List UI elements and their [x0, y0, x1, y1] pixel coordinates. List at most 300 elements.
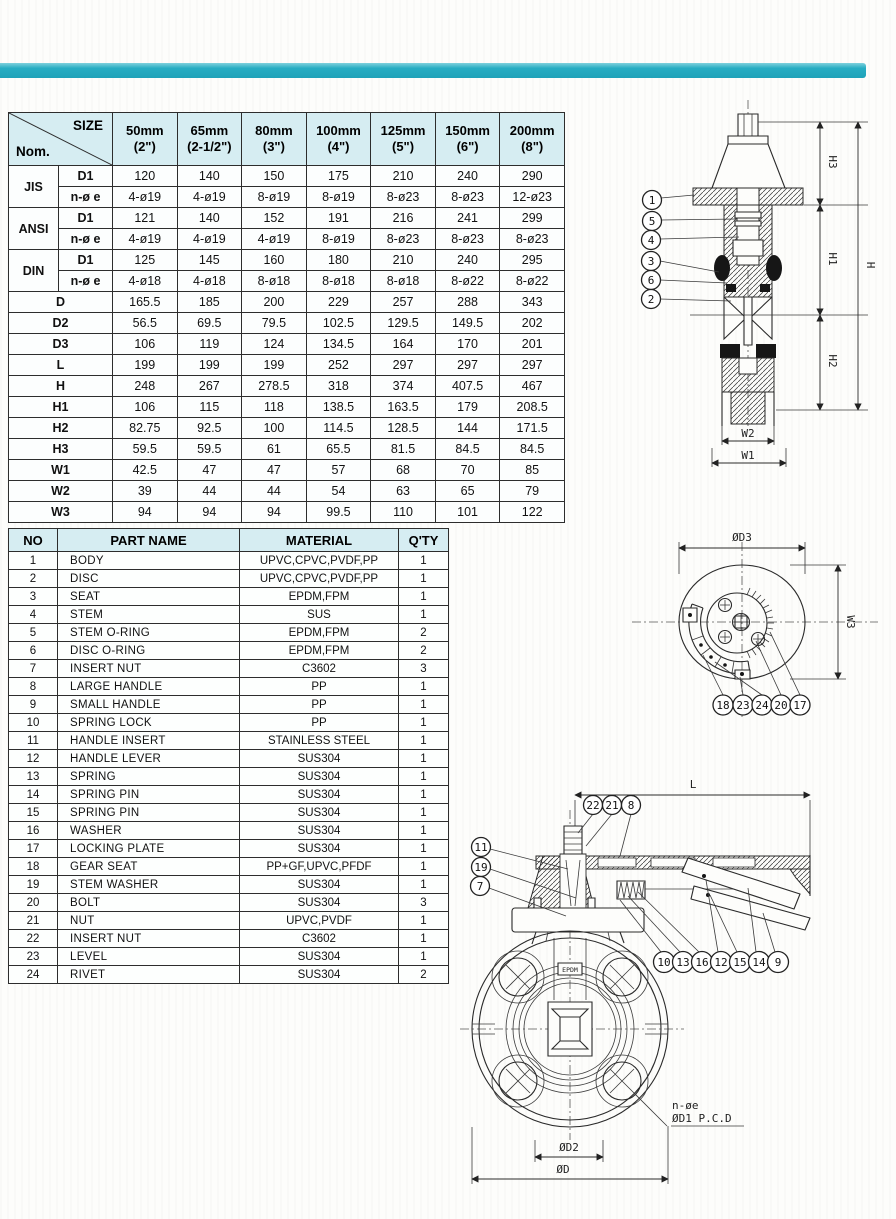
part-qty: 1 [399, 786, 449, 804]
callout-3 [642, 252, 661, 271]
part-material: PP [240, 696, 399, 714]
bolt-hole [492, 1055, 544, 1107]
table-row [9, 714, 449, 732]
part-qty: 1 [399, 840, 449, 858]
dimension-value: 63 [371, 481, 436, 502]
svg-text:5: 5 [648, 214, 656, 228]
table-row [9, 355, 565, 376]
part-name: DISC [58, 570, 240, 588]
dimension-value: 4-ø19 [242, 229, 307, 250]
dim-label-d2: ØD2 [559, 1141, 579, 1154]
part-name: SPRING PIN [58, 786, 240, 804]
row-label: D2 [9, 313, 113, 334]
dimension-value: 70 [435, 460, 500, 481]
standard-group-label: JIS [9, 166, 59, 208]
dimension-value: 149.5 [435, 313, 500, 334]
part-qty: 1 [399, 768, 449, 786]
table-row [9, 948, 449, 966]
part-name: SMALL HANDLE [58, 696, 240, 714]
callout-20 [771, 695, 791, 715]
table-row [9, 250, 565, 271]
svg-text:3: 3 [647, 254, 655, 268]
row-label: H [9, 376, 113, 397]
callout-14 [749, 952, 770, 973]
dimension-value: 248 [113, 376, 178, 397]
row-label: n-ø e [59, 229, 113, 250]
top-view-drawing [620, 512, 896, 745]
dimension-value: 201 [500, 334, 565, 355]
part-no: 17 [9, 840, 58, 858]
parts-column-header: NO [9, 529, 58, 552]
table-row [9, 397, 565, 418]
table-row [9, 418, 565, 439]
dimension-value: 69.5 [177, 313, 242, 334]
svg-text:19: 19 [474, 860, 488, 874]
dimension-value: 407.5 [435, 376, 500, 397]
dimension-value: 297 [371, 355, 436, 376]
dimension-value: 145 [177, 250, 242, 271]
part-name: RIVET [58, 966, 240, 984]
part-name: LARGE HANDLE [58, 678, 240, 696]
callout-23 [733, 695, 753, 715]
table-row [9, 678, 449, 696]
part-no: 14 [9, 786, 58, 804]
dimension-lines [679, 531, 857, 679]
dimension-value: 295 [500, 250, 565, 271]
dimension-value: 106 [113, 397, 178, 418]
part-material: SUS304 [240, 840, 399, 858]
dimension-value: 47 [242, 460, 307, 481]
part-name: HANDLE INSERT [58, 732, 240, 750]
part-no: 12 [9, 750, 58, 768]
part-qty: 1 [399, 732, 449, 750]
dimension-value: 99.5 [306, 502, 371, 523]
part-material: UPVC,CPVC,PVDF,PP [240, 552, 399, 570]
dimension-value: 47 [177, 460, 242, 481]
svg-text:14: 14 [752, 955, 766, 969]
dimension-value: 12-ø23 [500, 187, 565, 208]
dimension-value: 65.5 [306, 439, 371, 460]
dimension-value: 68 [371, 460, 436, 481]
part-qty: 1 [399, 930, 449, 948]
disc-section [724, 297, 772, 345]
dimension-value: 124 [242, 334, 307, 355]
dimension-value: 44 [177, 481, 242, 502]
part-no: 8 [9, 678, 58, 696]
side-view-drawing [598, 92, 896, 496]
part-material: SUS304 [240, 768, 399, 786]
part-no: 24 [9, 966, 58, 984]
dimension-value: 94 [113, 502, 178, 523]
dimension-value: 4-ø19 [113, 229, 178, 250]
svg-text:15: 15 [733, 955, 747, 969]
table-row [9, 460, 565, 481]
part-no: 10 [9, 714, 58, 732]
corner-nom-label: Nom. [16, 143, 50, 159]
part-qty: 1 [399, 750, 449, 768]
callout-12 [711, 952, 732, 973]
part-material: SUS304 [240, 750, 399, 768]
table-row [9, 334, 565, 355]
table-row [9, 786, 449, 804]
part-qty: 1 [399, 552, 449, 570]
dimension-value: 8-ø23 [371, 229, 436, 250]
row-label: D [9, 292, 113, 313]
dim-label-w3: W3 [844, 615, 857, 629]
svg-text:12: 12 [714, 955, 728, 969]
dimension-value: 42.5 [113, 460, 178, 481]
parts-column-header: PART NAME [58, 529, 240, 552]
part-name: INSERT NUT [58, 660, 240, 678]
table-row [9, 606, 449, 624]
dimension-table-header-row [9, 113, 565, 166]
table-row [9, 642, 449, 660]
row-label: W3 [9, 502, 113, 523]
size-column-header: 100mm (4") [306, 113, 371, 166]
dimension-value: 114.5 [306, 418, 371, 439]
part-name: GEAR SEAT [58, 858, 240, 876]
dimension-value: 129.5 [371, 313, 436, 334]
dimension-value: 128.5 [371, 418, 436, 439]
bolt-circle-note [634, 1093, 744, 1184]
dimension-value: 65 [435, 481, 500, 502]
svg-text:22: 22 [586, 798, 600, 812]
svg-text:2: 2 [647, 292, 655, 306]
dimension-value: 8-ø18 [371, 271, 436, 292]
row-label: D3 [9, 334, 113, 355]
dimension-value: 121 [113, 208, 178, 229]
svg-text:10: 10 [657, 955, 671, 969]
parts-table-header-row [9, 529, 449, 552]
part-material: STAINLESS STEEL [240, 732, 399, 750]
stem-top-assembly [712, 114, 785, 188]
dimension-value: 39 [113, 481, 178, 502]
standard-group-label: DIN [9, 250, 59, 292]
part-no: 23 [9, 948, 58, 966]
dimension-value: 180 [306, 250, 371, 271]
part-no: 15 [9, 804, 58, 822]
dimension-value: 199 [113, 355, 178, 376]
dimension-value: 102.5 [306, 313, 371, 334]
table-row [9, 894, 449, 912]
part-qty: 2 [399, 966, 449, 984]
part-name: BOLT [58, 894, 240, 912]
dimension-value: 8-ø19 [306, 229, 371, 250]
dimension-value: 210 [371, 166, 436, 187]
part-material: C3602 [240, 930, 399, 948]
table-row [9, 376, 565, 397]
dimension-value: 4-ø19 [177, 229, 242, 250]
part-name: BODY [58, 552, 240, 570]
row-label: L [9, 355, 113, 376]
part-no: 22 [9, 930, 58, 948]
dim-label-h1: H1 [826, 252, 839, 266]
table-row [9, 208, 565, 229]
dimension-value: 125 [113, 250, 178, 271]
size-column-header: 200mm (8") [500, 113, 565, 166]
dimension-value: 84.5 [500, 439, 565, 460]
callout-5 [643, 212, 662, 231]
part-no: 4 [9, 606, 58, 624]
table-row [9, 966, 449, 984]
part-no: 1 [9, 552, 58, 570]
dimension-value: 229 [306, 292, 371, 313]
dimension-value: 467 [500, 376, 565, 397]
dim-label-d: ØD [556, 1163, 570, 1176]
part-material: EPDM,FPM [240, 624, 399, 642]
table-row [9, 696, 449, 714]
row-label: n-ø e [59, 187, 113, 208]
table-row [9, 840, 449, 858]
dimension-value: 267 [177, 376, 242, 397]
part-no: 2 [9, 570, 58, 588]
parts-table [8, 528, 449, 984]
dimension-value: 297 [435, 355, 500, 376]
standard-group-label: ANSI [9, 208, 59, 250]
part-qty: 1 [399, 804, 449, 822]
dim-label-pcd: ØD1 P.C.D [672, 1112, 732, 1125]
part-name: STEM WASHER [58, 876, 240, 894]
callout-1 [643, 191, 662, 210]
callout-17 [790, 695, 810, 715]
dimension-value: 4-ø19 [177, 187, 242, 208]
part-no: 19 [9, 876, 58, 894]
gear-teeth [747, 588, 774, 658]
part-qty: 1 [399, 570, 449, 588]
dimension-value: 170 [435, 334, 500, 355]
dimension-table-body [9, 166, 565, 523]
dimension-l [575, 778, 810, 860]
svg-text:9: 9 [774, 955, 782, 969]
dimension-value: 165.5 [113, 292, 178, 313]
part-no: 16 [9, 822, 58, 840]
dimension-value: 8-ø19 [242, 187, 307, 208]
dimension-value: 8-ø23 [371, 187, 436, 208]
dimension-value: 179 [435, 397, 500, 418]
dimension-value: 85 [500, 460, 565, 481]
part-material: PP+GF,UPVC,PFDF [240, 858, 399, 876]
dim-label-d3: ØD3 [732, 531, 752, 544]
corner-size-label: SIZE [72, 118, 103, 133]
dimension-value: 94 [177, 502, 242, 523]
row-label: W1 [9, 460, 113, 481]
svg-text:16: 16 [695, 955, 709, 969]
row-label: W2 [9, 481, 113, 502]
part-name: SPRING PIN [58, 804, 240, 822]
part-name: SEAT [58, 588, 240, 606]
part-no: 13 [9, 768, 58, 786]
part-name: STEM [58, 606, 240, 624]
part-material: SUS304 [240, 876, 399, 894]
part-no: 9 [9, 696, 58, 714]
part-qty: 1 [399, 912, 449, 930]
dim-label-w1: W1 [741, 449, 755, 462]
part-qty: 1 [399, 714, 449, 732]
callout-9 [768, 952, 789, 973]
dimension-value: 138.5 [306, 397, 371, 418]
parts-column-header: Q'TY [399, 529, 449, 552]
dimension-value: 8-ø18 [242, 271, 307, 292]
dimension-value: 175 [306, 166, 371, 187]
dimension-value: 94 [242, 502, 307, 523]
callout-8 [622, 796, 641, 815]
dimension-value: 4-ø18 [113, 271, 178, 292]
row-label: D1 [59, 166, 113, 187]
dim-label-h: H [864, 261, 877, 269]
row-label: D1 [59, 208, 113, 229]
dimension-value: 202 [500, 313, 565, 334]
part-qty: 1 [399, 606, 449, 624]
callout-21 [603, 796, 622, 815]
part-material: PP [240, 678, 399, 696]
section-and-front-view-drawing [448, 748, 896, 1218]
disc-hub [548, 1002, 592, 1056]
part-qty: 1 [399, 822, 449, 840]
dimension-value: 59.5 [113, 439, 178, 460]
svg-text:1: 1 [648, 193, 656, 207]
callout-6 [642, 271, 661, 290]
dimension-value: 150 [242, 166, 307, 187]
dimension-value: 240 [435, 166, 500, 187]
dimension-value: 257 [371, 292, 436, 313]
size-column-header: 150mm (6") [435, 113, 500, 166]
part-name: DISC O-RING [58, 642, 240, 660]
dimension-value: 54 [306, 481, 371, 502]
dimension-value: 57 [306, 460, 371, 481]
dimension-value: 191 [306, 208, 371, 229]
table-row [9, 660, 449, 678]
stem-top [732, 613, 750, 631]
body-flange-section [693, 188, 803, 205]
part-no: 6 [9, 642, 58, 660]
part-material: SUS304 [240, 894, 399, 912]
callout-7 [471, 877, 490, 896]
dimension-value: 343 [500, 292, 565, 313]
part-material: SUS304 [240, 948, 399, 966]
dimension-value: 144 [435, 418, 500, 439]
svg-text:11: 11 [474, 840, 488, 854]
dim-label-h3: H3 [826, 155, 839, 169]
dimension-value: 84.5 [435, 439, 500, 460]
size-column-header: 125mm (5") [371, 113, 436, 166]
gear-sector-band [683, 604, 750, 679]
callout-22 [584, 796, 603, 815]
svg-text:17: 17 [793, 698, 807, 712]
dimension-value: 171.5 [500, 418, 565, 439]
dimension-value: 101 [435, 502, 500, 523]
dimension-value: 216 [371, 208, 436, 229]
dimension-value: 110 [371, 502, 436, 523]
dimension-value: 278.5 [242, 376, 307, 397]
part-qty: 1 [399, 678, 449, 696]
dimension-value: 4-ø19 [113, 187, 178, 208]
dimension-value: 163.5 [371, 397, 436, 418]
dim-label-n-holes: n-øe [672, 1099, 699, 1112]
dimension-value: 241 [435, 208, 500, 229]
callout-15 [730, 952, 751, 973]
table-row [9, 481, 565, 502]
table-row [9, 187, 565, 208]
svg-text:21: 21 [605, 798, 619, 812]
dimension-value: 115 [177, 397, 242, 418]
dimension-d2 [535, 1140, 603, 1162]
callout-19 [472, 858, 491, 877]
table-row [9, 768, 449, 786]
svg-text:6: 6 [647, 273, 655, 287]
callout-18 [713, 695, 733, 715]
front-view [460, 931, 684, 1127]
teal-accent-bar [0, 63, 866, 78]
part-qty: 1 [399, 588, 449, 606]
part-material: PP [240, 714, 399, 732]
callout-10 [654, 952, 675, 973]
part-material: SUS304 [240, 966, 399, 984]
part-name: SPRING [58, 768, 240, 786]
dimension-value: 297 [500, 355, 565, 376]
part-material: EPDM,FPM [240, 588, 399, 606]
dimension-value: 44 [242, 481, 307, 502]
dimension-value: 122 [500, 502, 565, 523]
svg-text:7: 7 [476, 879, 484, 893]
dimension-value: 288 [435, 292, 500, 313]
part-qty: 1 [399, 858, 449, 876]
part-material: SUS304 [240, 822, 399, 840]
part-material: SUS [240, 606, 399, 624]
dimension-value: 290 [500, 166, 565, 187]
dimension-value: 119 [177, 334, 242, 355]
part-qty: 1 [399, 876, 449, 894]
dimension-value: 8-ø23 [500, 229, 565, 250]
part-name: SPRING LOCK [58, 714, 240, 732]
dimension-value: 92.5 [177, 418, 242, 439]
part-qty: 1 [399, 696, 449, 714]
table-row [9, 271, 565, 292]
table-row [9, 570, 449, 588]
part-qty: 1 [399, 948, 449, 966]
size-column-header: 80mm (3") [242, 113, 307, 166]
part-no: 20 [9, 894, 58, 912]
table-row [9, 439, 565, 460]
table-row [9, 876, 449, 894]
part-no: 11 [9, 732, 58, 750]
dimension-value: 106 [113, 334, 178, 355]
table-row [9, 552, 449, 570]
table-row [9, 292, 565, 313]
table-row [9, 229, 565, 250]
dimension-value: 252 [306, 355, 371, 376]
part-no: 5 [9, 624, 58, 642]
dim-label-l: L [689, 778, 697, 791]
size-column-header: 65mm (2-1/2") [177, 113, 242, 166]
table-row [9, 732, 449, 750]
part-name: LEVEL [58, 948, 240, 966]
parts-table-body [9, 552, 449, 984]
dimension-value: 59.5 [177, 439, 242, 460]
table-row [9, 930, 449, 948]
row-label: D1 [59, 250, 113, 271]
dimension-value: 140 [177, 208, 242, 229]
part-qty: 3 [399, 894, 449, 912]
dimension-value: 185 [177, 292, 242, 313]
dimension-value: 140 [177, 166, 242, 187]
dimension-value: 56.5 [113, 313, 178, 334]
dimension-value: 160 [242, 250, 307, 271]
seat-marking: EPDM [562, 966, 578, 974]
dimension-table [8, 112, 565, 523]
dimension-value: 208.5 [500, 397, 565, 418]
bolt-hole [492, 951, 544, 1003]
part-material: SUS304 [240, 786, 399, 804]
